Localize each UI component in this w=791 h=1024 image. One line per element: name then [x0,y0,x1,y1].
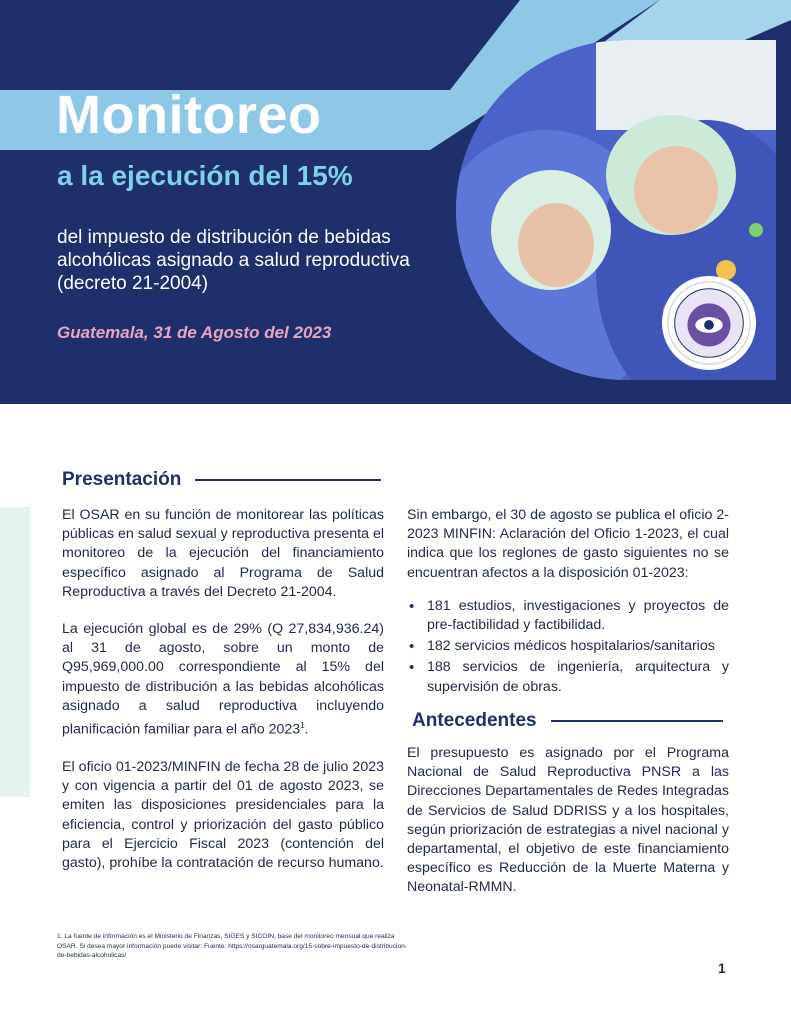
list-item: • 182 servicios médicos hospitalarios/sanitarios [407,637,729,656]
page-number: 1 [718,960,726,976]
section-title: Antecedentes [412,710,537,731]
eye-icon [695,317,722,333]
side-accent-tab [0,507,30,797]
page-subtitle: a la ejecución del 15% [57,160,353,191]
footnote: 1. La fuente de información es el Ministerio de Finanzas, SIGES y SICOIN, base del monitoreo mensual que realiza OSAR. Si desea mayor información puede visitar: Fuente: https://osarguatemala.org/15-sobre-impuesto-de-distribucion-de-bebidas-alcoholicas/ [57,933,408,959]
right-column [407,506,729,699]
list-item: • 181 estudios, investigaciones y proyectos de pre-factibilidad y factibilidad. [407,597,729,635]
section-title: Presentación [62,469,182,490]
paragraph-with-footnote: La ejecución global es de 29% (Q 27,834,936.24) al 31 de agosto, sobre un monto de Q95,969,000.00 correspondiente al 15% del impuesto de distribución a las bebidas alcohólicas asignado a salud reproductiva incluyendo planificación familiar para el año 2023$^1$. [62,621,384,738]
paragraph: El OSAR en su función de monitorear las políticas públicas en salud sexual y reproductiva presenta el monitoreo de la ejecución del financiamiento específico asignado al Programa de Salud Reproductiva a través del Decreto 21-2004. [62,507,384,600]
observatorio-logo [660,274,758,372]
heading-rule [551,720,723,722]
list-item: • 188 servicios de ingeniería, arquitectura y supervisión de obras. [407,658,729,696]
paragraph: Sin embargo, el 30 de agosto se publica el oficio 2-2023 MINFIN: Aclaración del Oficio 1-2023, el cual indica que los reglones de gasto siguientes no se encuentran afectos a la disposición 01-2023: [407,507,729,581]
hero-banner [0,0,791,404]
hero-description: del impuesto de distribución de bebidas alcohólicas asignado a salud reproductiva (decreto 21-2004) [57,227,410,294]
section-heading-antecedentes [412,710,723,732]
bullet-list [407,597,729,697]
paragraph-text: La ejecución global es de 29% (Q 27,834,936.24) al 31 de agosto, sobre un monto de Q95,969,000.00 correspondiente al 15% del impuesto de distribución a las bebidas alcohólicas asignado a salud reproductiva incluyendo planificación familiar para el año 2023 [62,621,384,738]
section-heading-presentacion [62,469,381,491]
paragraph: El presupuesto es asignado por el Programa Nacional de Salud Reproductiva PNSR a las Direcciones Departamentales de Redes Integradas de Servicios de Salud DDRISS y a los hospitales, según priorización de estrategias a nivel nacional y departamental, el objetivo de este financiamiento específico es Reducción de la Muerte Materna y Neonatal-RMMN. [407,745,729,896]
report-date: Guatemala, 31 de Agosto del 2023 [57,323,332,342]
antecedentes-text [407,744,729,916]
left-column [62,506,384,891]
footnote-marker: 1 [300,721,305,731]
paragraph: El oficio 01-2023/MINFIN de fecha 28 de julio 2023 y con vigencia a partir del 01 de agosto 2023, se emiten las disposiciones presidenciales para la eficiencia, control y priorización del gasto público para el Ejercicio Fiscal 2023 (contención del gasto), prohíbe la contratación de recurso humano. [62,758,384,871]
page-title: Monitoreo [56,85,322,145]
heading-rule [195,479,381,481]
